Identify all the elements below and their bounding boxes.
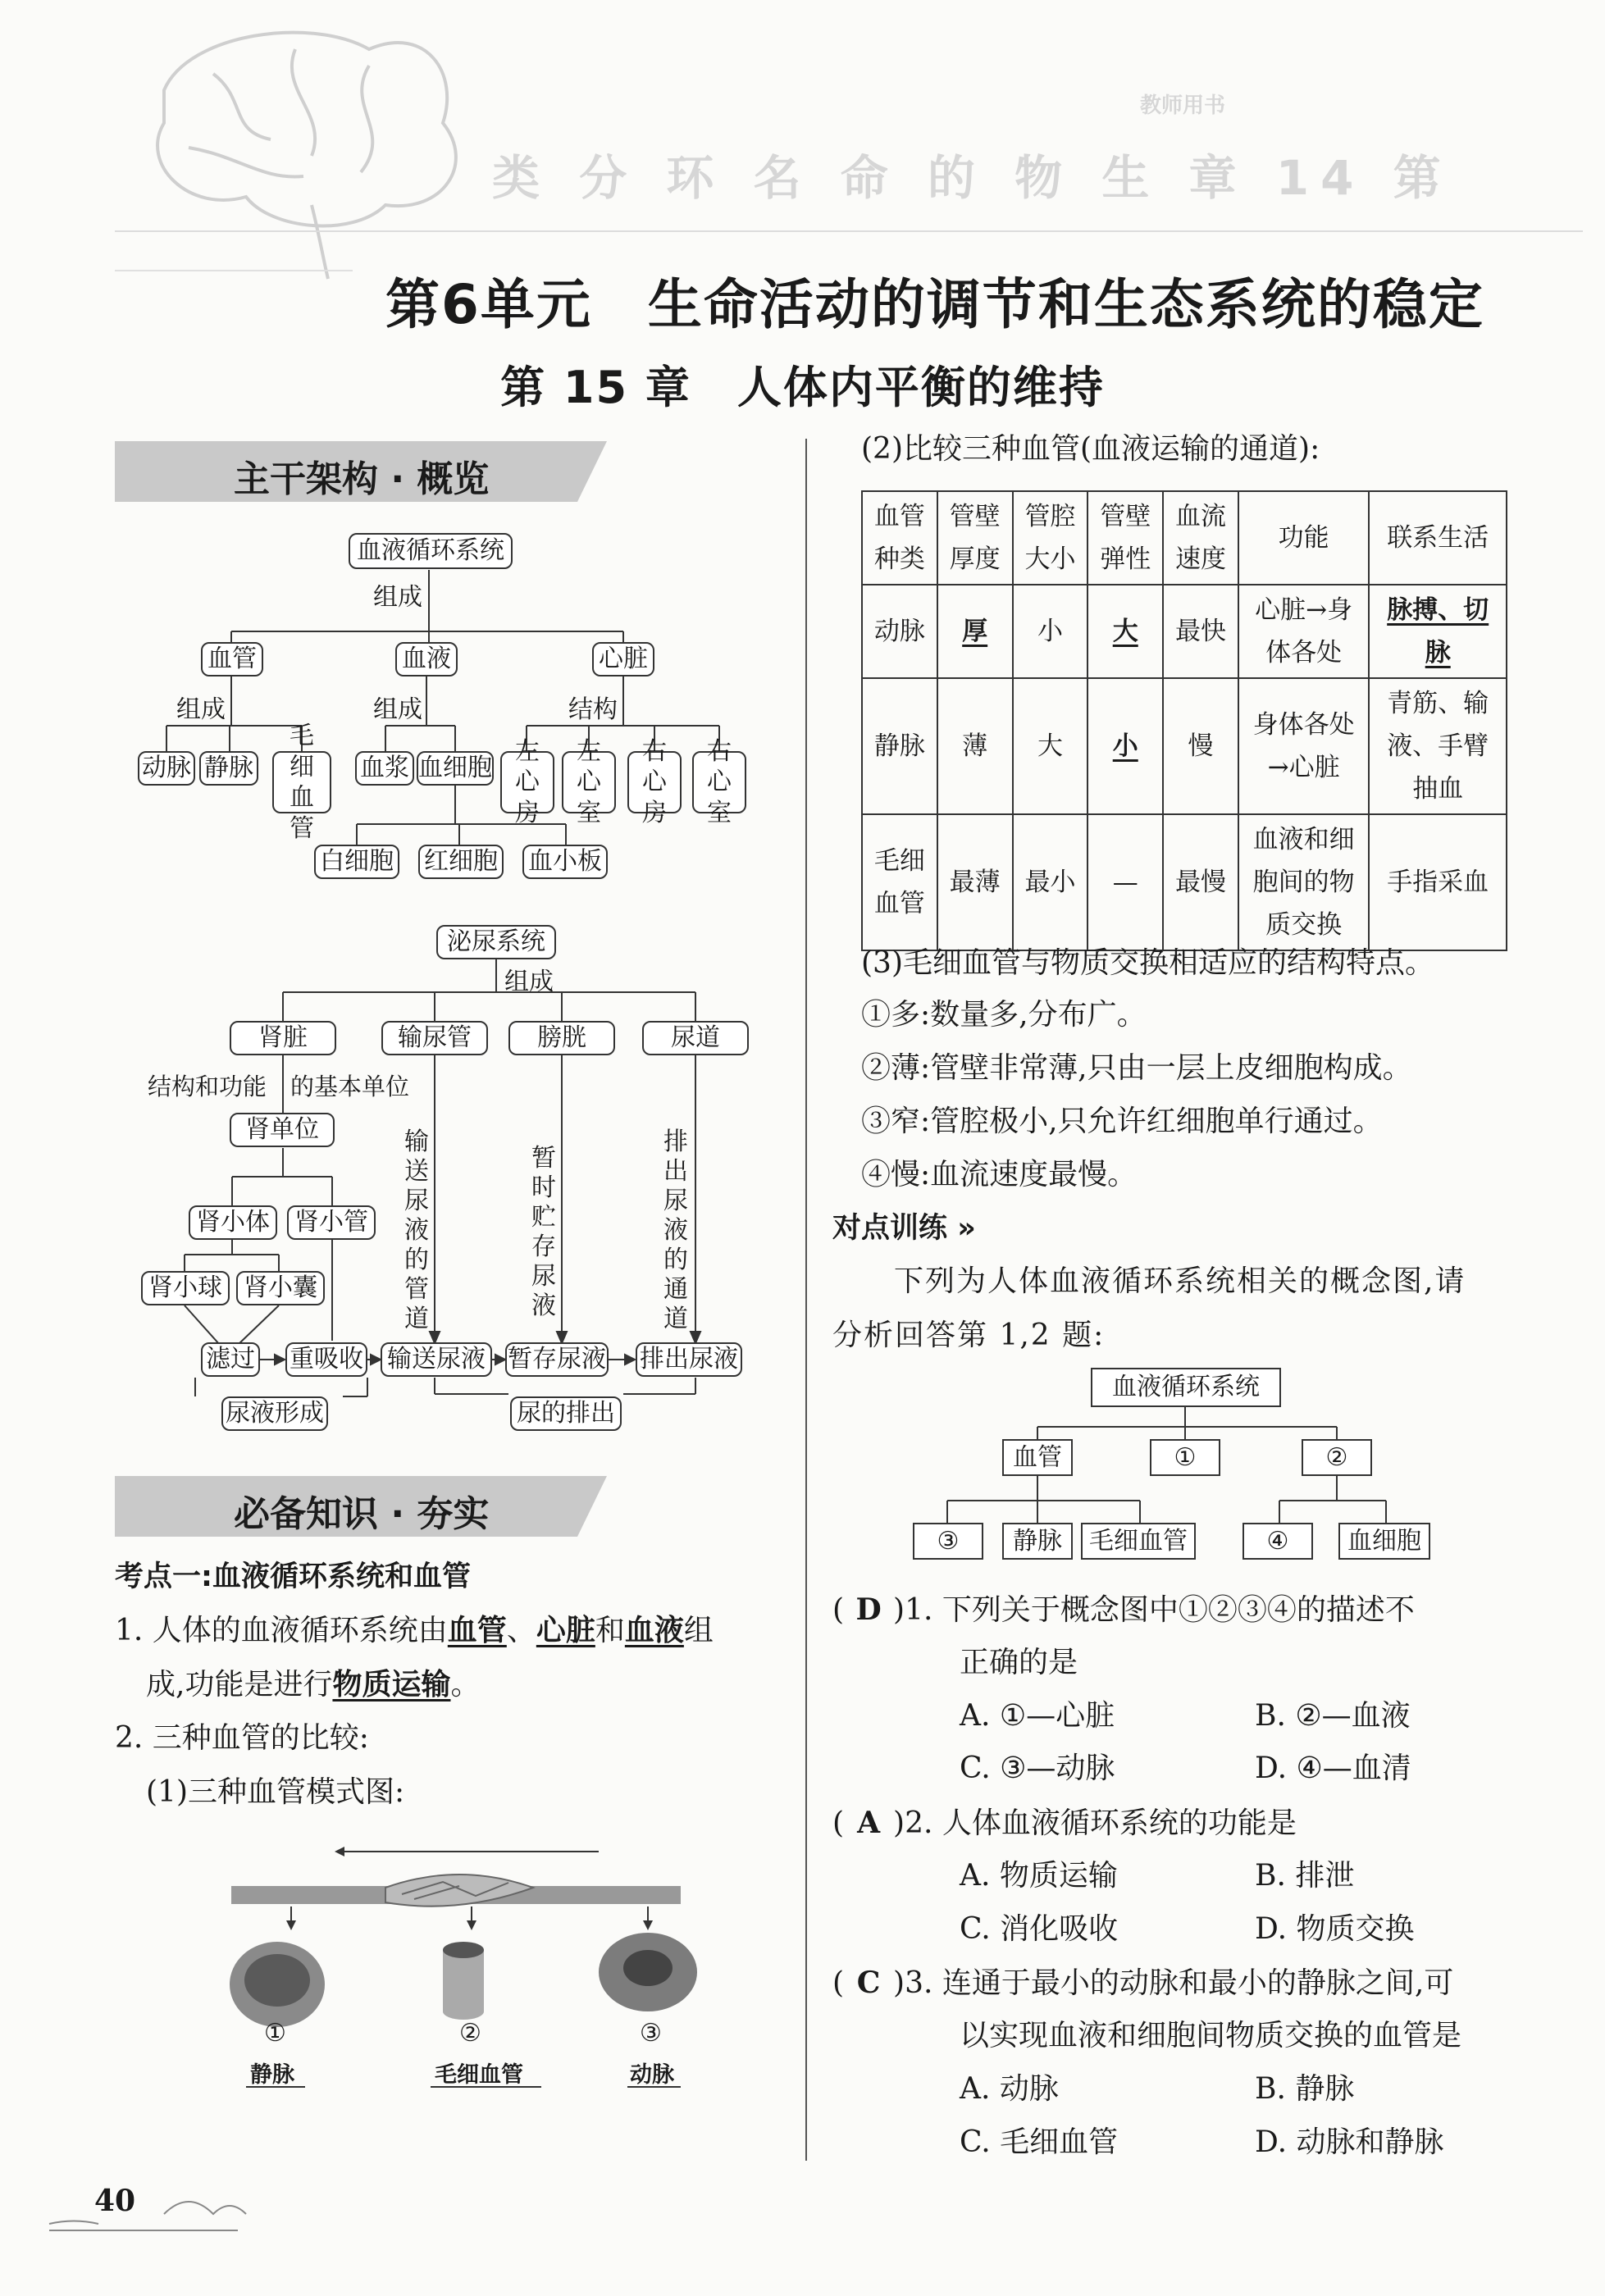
cmap-blank-4: ④ <box>1243 1523 1313 1560</box>
table-cell: 小 <box>1087 678 1163 814</box>
circ-blood-cells: 血细胞 <box>417 751 494 786</box>
cmap-blank-1: ① <box>1150 1439 1220 1476</box>
circ-edge-blood: 组成 <box>373 695 422 724</box>
vessel-comparison-table <box>861 490 1507 951</box>
cmap-blood-cells: 血细胞 <box>1338 1523 1430 1560</box>
table-cell: 大 <box>1087 585 1163 678</box>
capillary-tube <box>443 1950 484 2011</box>
cmap-blank-3: ③ <box>913 1523 983 1560</box>
question-2: ( A )2. 人体血液循环系统的功能是 <box>832 1796 1297 1851</box>
urin-excretion: 排出尿液 <box>636 1342 742 1377</box>
fig-number-2: ② <box>459 2019 481 2048</box>
table-cell: 厚 <box>937 585 1013 678</box>
brain-illustration <box>157 33 456 279</box>
knowledge-item-2-sub1: (1)三种血管模式图: <box>146 1775 405 1809</box>
urin-glomerulus: 肾小球 <box>141 1271 230 1305</box>
question-1-option-b: B. ②—血液 <box>1255 1699 1411 1733</box>
urin-urine-discharge: 尿的排出 <box>510 1396 622 1431</box>
question-3-option-d: D. 动脉和静脉 <box>1255 2125 1444 2159</box>
table-cell: 最薄 <box>937 814 1013 950</box>
urin-storage: 暂存尿液 <box>505 1342 609 1377</box>
question-1-cont: 正确的是 <box>960 1646 1078 1679</box>
circ-vessel: 血管 <box>201 642 263 676</box>
table-cell: 血液和细胞间的物质交换 <box>1238 814 1369 950</box>
question-3: ( C )3. 连通于最小的动脉和最小的静脉之间,可 <box>832 1956 1453 2011</box>
ghost-header-small: 教师用书 <box>1140 93 1226 118</box>
circ-edge-heart: 结构 <box>568 695 618 724</box>
question-3-cont: 以实现血液和细胞间物质交换的血管是 <box>960 2019 1462 2052</box>
urin-transport: 输送尿液 <box>381 1342 492 1377</box>
urin-urethra: 尿道 <box>642 1021 749 1055</box>
question-1-option-a: A. ①—心脏 <box>960 1699 1115 1733</box>
banner-overview-label: 主干架构 · 概览 <box>234 458 490 500</box>
question-2-option-c: C. 消化吸收 <box>960 1912 1119 1946</box>
column-divider <box>805 439 807 2161</box>
table-cell: 大 <box>1013 678 1088 814</box>
fig-number-1: ① <box>264 2019 286 2048</box>
capillary-feature-3: ③窄:管腔极小,只允许红细胞单行通过。 <box>861 1105 1383 1138</box>
question-3-option-a: A. 动脉 <box>960 2072 1059 2106</box>
urin-kidney: 肾脏 <box>230 1021 336 1055</box>
question-2-option-d: D. 物质交换 <box>1255 1912 1415 1946</box>
circ-left-ventricle: 左心室 <box>562 751 616 813</box>
unit-title: 第6单元 生命活动的调节和生态系统的稳定 <box>385 273 1484 336</box>
table-cell: 手指采血 <box>1369 814 1507 950</box>
fig-number-3: ③ <box>640 2019 662 2048</box>
knowledge-item-2: 2. 三种血管的比较: <box>115 1721 369 1755</box>
table-cell: 青筋、输液、手臂抽血 <box>1369 678 1507 814</box>
cmap-capillary: 毛细血管 <box>1081 1523 1196 1560</box>
urin-v-ureter: 输送尿液的管道 <box>404 1128 429 1333</box>
urin-filtration: 滤过 <box>201 1342 260 1377</box>
th-life: 联系生活 <box>1369 491 1507 585</box>
circ-root: 血液循环系统 <box>349 533 513 569</box>
answer-3: C <box>856 1966 881 2000</box>
banner-knowledge-label: 必备知识 · 夯实 <box>234 1493 490 1535</box>
capillary-feature-4: ④慢:血流速度最慢。 <box>861 1158 1138 1191</box>
fig-answer-artery: 动脉 <box>630 2062 674 2088</box>
fig-answer-capillary: 毛细血管 <box>435 2062 523 2088</box>
circ-platelet: 血小板 <box>522 845 608 879</box>
answer-1: D <box>855 1592 882 1627</box>
circ-right-ventricle: 右心室 <box>692 751 746 813</box>
th-wall: 管壁厚度 <box>937 491 1013 585</box>
knowledge-item-1-cont: 成,功能是进行物质运输。 <box>146 1667 481 1702</box>
table-row <box>862 585 1507 678</box>
table-cell: 最快 <box>1163 585 1238 678</box>
table-cell: 身体各处→心脏 <box>1238 678 1369 814</box>
cmap-vein: 静脉 <box>1002 1523 1073 1560</box>
ghost-chapter-header: 类 分 环 名 命 的 物 生 章 14 第 <box>492 150 1452 206</box>
circ-left-atrium: 左心房 <box>500 751 554 813</box>
circ-heart: 心脏 <box>592 642 654 676</box>
circ-wbc: 白细胞 <box>314 845 399 879</box>
table-row <box>862 678 1507 814</box>
urin-v-bladder: 暂时贮存尿液 <box>531 1144 556 1320</box>
capillary-feature-2: ②薄:管壁非常薄,只由一层上皮细胞构成。 <box>861 1051 1412 1085</box>
table-cell: 心脏→身体各处 <box>1238 585 1369 678</box>
table-cell: 毛细血管 <box>862 814 937 950</box>
th-lumen: 管腔大小 <box>1013 491 1088 585</box>
urin-v-urethra: 排出尿液的通道 <box>663 1128 688 1333</box>
urin-edge-kidney: 结构和功能 的基本单位 <box>148 1073 410 1100</box>
keypoint-heading: 考点一:血液循环系统和血管 <box>115 1560 471 1593</box>
answer-2: A <box>857 1806 881 1840</box>
cmap-blank-2: ② <box>1302 1439 1372 1476</box>
table-cell: 脉搏、切脉 <box>1369 585 1507 678</box>
training-heading: 对点训练 » <box>832 1212 976 1245</box>
urin-urine-formation: 尿液形成 <box>221 1396 328 1431</box>
question-2-option-a: A. 物质运输 <box>960 1859 1118 1893</box>
urin-bowman-capsule: 肾小囊 <box>236 1271 325 1305</box>
question-3-option-b: B. 静脉 <box>1255 2072 1355 2106</box>
urin-ureter: 输尿管 <box>381 1021 488 1055</box>
table-cell: 薄 <box>937 678 1013 814</box>
circ-edge-compose: 组成 <box>373 583 422 612</box>
compare-title: (2)比较三种血管(血液运输的通道): <box>861 432 1320 466</box>
question-1-option-d: D. ④—血清 <box>1255 1752 1411 1785</box>
question-2-option-b: B. 排泄 <box>1255 1859 1355 1893</box>
table-row <box>862 814 1507 950</box>
capillary-features-title: (3)毛细血管与物质交换相适应的结构特点。 <box>861 946 1434 980</box>
capillary-feature-1: ①多:数量多,分布广。 <box>861 998 1147 1032</box>
circ-rbc: 红细胞 <box>418 845 504 879</box>
cmap-root: 血液循环系统 <box>1091 1368 1281 1407</box>
question-3-option-c: C. 毛细血管 <box>960 2125 1119 2159</box>
circ-capillary: 毛细血管 <box>272 751 331 813</box>
training-intro: 下列为人体血液循环系统相关的概念图,请 <box>894 1264 1466 1298</box>
circ-artery: 动脉 <box>138 751 195 786</box>
table-header-row <box>862 491 1507 585</box>
th-speed: 血流速度 <box>1163 491 1238 585</box>
vessel-model-figure <box>230 1847 697 2087</box>
urin-renal-corpuscle: 肾小体 <box>189 1205 277 1240</box>
chapter-title: 第 15 章 人体内平衡的维持 <box>500 362 1105 413</box>
circ-plasma: 血浆 <box>355 751 414 786</box>
table-cell: 小 <box>1013 585 1088 678</box>
circ-edge-vessel: 组成 <box>176 695 226 724</box>
th-elastic: 管壁弹性 <box>1087 491 1163 585</box>
footer-decoration <box>49 2202 246 2230</box>
question-1-option-c: C. ③—动脉 <box>960 1752 1115 1785</box>
urin-nephron: 肾单位 <box>230 1113 335 1147</box>
table-cell: 静脉 <box>862 678 937 814</box>
cmap-vessel: 血管 <box>1002 1439 1073 1476</box>
table-cell: 动脉 <box>862 585 937 678</box>
th-function: 功能 <box>1238 491 1369 585</box>
urin-root: 泌尿系统 <box>436 925 556 959</box>
fig-answer-vein: 静脉 <box>250 2062 294 2088</box>
circ-blood: 血液 <box>395 642 458 676</box>
training-intro-cont: 分析回答第 1,2 题: <box>832 1319 1106 1352</box>
urin-renal-tubule: 肾小管 <box>287 1205 376 1240</box>
circ-right-atrium: 右心房 <box>627 751 682 813</box>
urin-reabsorption: 重吸收 <box>285 1342 367 1377</box>
circ-vein: 静脉 <box>199 751 258 786</box>
th-type: 血管种类 <box>862 491 937 585</box>
table-cell: 最小 <box>1013 814 1088 950</box>
knowledge-item-1: 1. 人体的血液循环系统由血管、心脏和血液组 <box>115 1613 714 1647</box>
table-cell: — <box>1087 814 1163 950</box>
double-chevron-icon: » <box>947 1212 976 1245</box>
page-number: 40 <box>94 2184 136 2218</box>
urin-edge-compose: 组成 <box>504 968 554 996</box>
urin-bladder: 膀胱 <box>508 1021 615 1055</box>
question-1: ( D )1. 下列关于概念图中①②③④的描述不 <box>832 1583 1415 1638</box>
table-cell: 最慢 <box>1163 814 1238 950</box>
table-cell: 慢 <box>1163 678 1238 814</box>
